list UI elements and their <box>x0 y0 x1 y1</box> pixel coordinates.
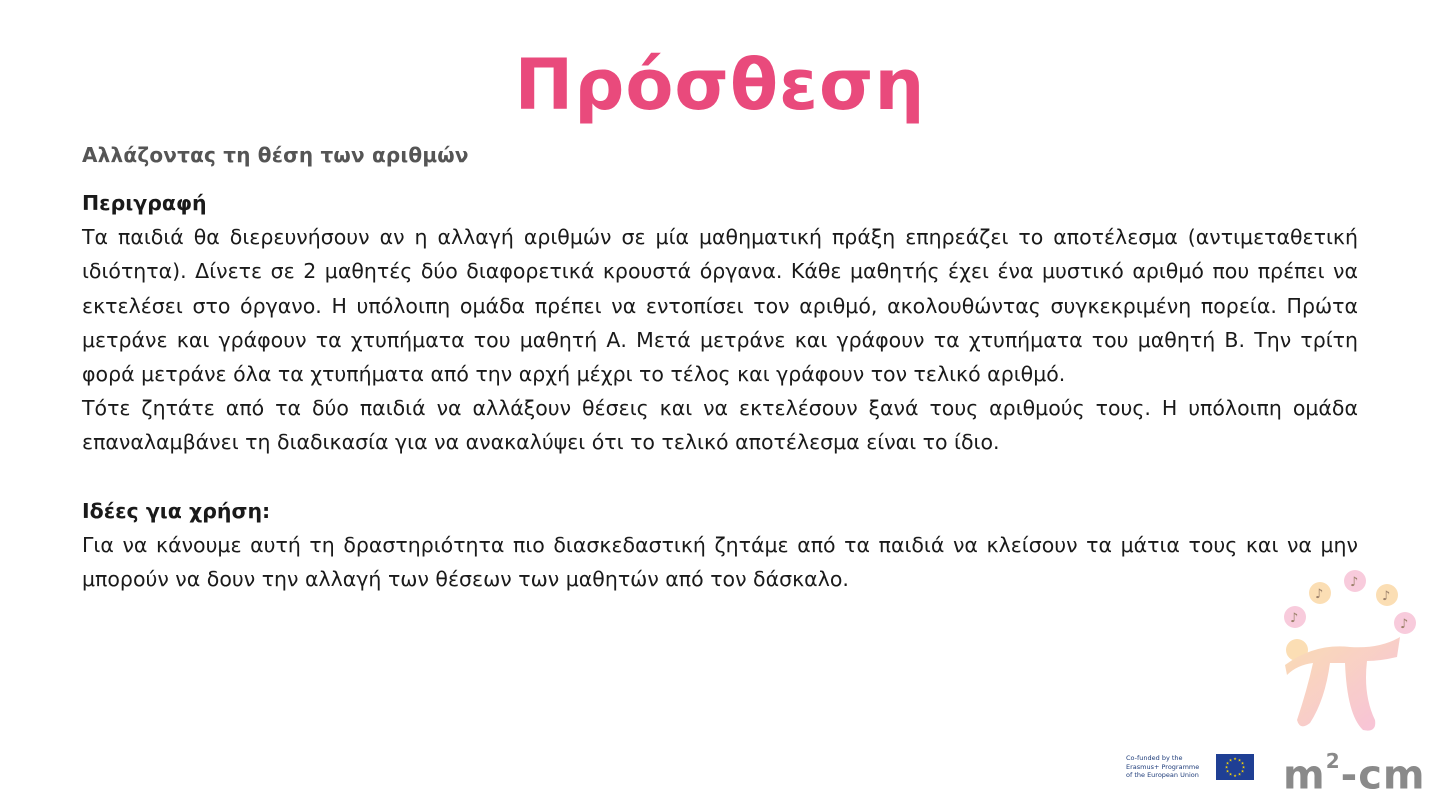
svg-text:★: ★ <box>1228 771 1233 777</box>
svg-text:★: ★ <box>1237 771 1242 777</box>
ideas-paragraph: Για να κάνουμε αυτή τη δραστηριότητα πιο διασκεδαστική ζητάμε από τα παιδιά να κλείσουν τα μάτια τους και να μην μπορούν να δουν την αλλαγή των θέσεων των μαθητών από τον δάσκαλο. <box>82 532 1358 592</box>
svg-text:★: ★ <box>1225 760 1230 766</box>
svg-text:★: ★ <box>1240 760 1245 766</box>
page-title: Πρόσθεση <box>514 44 926 126</box>
svg-text:★: ★ <box>1225 768 1230 774</box>
activity-subtitle: Αλλάζοντας τη θέση των αριθμών <box>82 143 469 167</box>
svg-text:♪: ♪ <box>1400 617 1409 632</box>
pi-music-notes-icon <box>1275 565 1425 740</box>
svg-text:★: ★ <box>1237 757 1242 763</box>
svg-text:♪: ♪ <box>1290 611 1299 626</box>
svg-text:★: ★ <box>1233 756 1237 761</box>
svg-text:♪: ♪ <box>1315 587 1324 602</box>
brand-logo-m2cm: $m^2-cm$ <box>1283 749 1426 799</box>
svg-text:★: ★ <box>1233 773 1237 778</box>
eu-flag-icon <box>1216 754 1254 780</box>
svg-text:★: ★ <box>1228 757 1233 763</box>
svg-text:★: ★ <box>1224 764 1229 770</box>
spacer <box>82 460 1358 494</box>
description-heading: Περιγραφή <box>82 191 207 215</box>
eu-cofunded-logo <box>1126 752 1256 782</box>
svg-text:♪: ♪ <box>1382 589 1391 604</box>
description-paragraph-1: Τα παιδιά θα διερευνήσουν αν η αλλαγή αριθμών σε μία μαθηματική πράξη επηρεάζει το αποτέλεσμα (αντιμεταθετική ιδιότητα). Δίνετε σε 2 μαθητές δύο διαφορετικά κρουστά όργανα. Κάθε μαθητής έχει ένα μυστικό αριθμό που πρέπει να εκτελέσει στο όργανο. Η υπόλοιπη ομάδα πρέπει να εντοπίσει τον αριθμό, ακολουθώντας συγκεκριμένη πορεία. Πρώτα μετράνε και γράφουν τα χτυπήματα του μαθητή Α. Μετά μετράνε και γράφουν τα χτυπήματα του μαθητή Β. Την τρίτη φορά μετράνε όλα τα χτυπήματα από την αρχή μέχρι το τέλος και γράφουν τον τελικό αριθμό. <box>82 225 1358 387</box>
svg-text:♪: ♪ <box>1350 575 1359 590</box>
eu-cofunded-text: Co-funded by the Erasmus+ Programme of the European Union <box>1126 754 1200 779</box>
ideas-heading: Ιδέες για χρήση: <box>82 498 271 523</box>
svg-text:★: ★ <box>1240 768 1245 774</box>
slide-content <box>82 186 1358 596</box>
description-paragraph-2: Τότε ζητάτε από τα δύο παιδιά να αλλάξουν θέσεις και να εκτελέσουν ξανά τους αριθμούς τους. Η υπόλοιπη ομάδα επαναλαμβάνει τη διαδικασία για να ανακαλύψει ότι το τελικό αποτέλεσμα είναι το ίδιο. <box>82 396 1358 455</box>
svg-text:★: ★ <box>1241 764 1246 770</box>
